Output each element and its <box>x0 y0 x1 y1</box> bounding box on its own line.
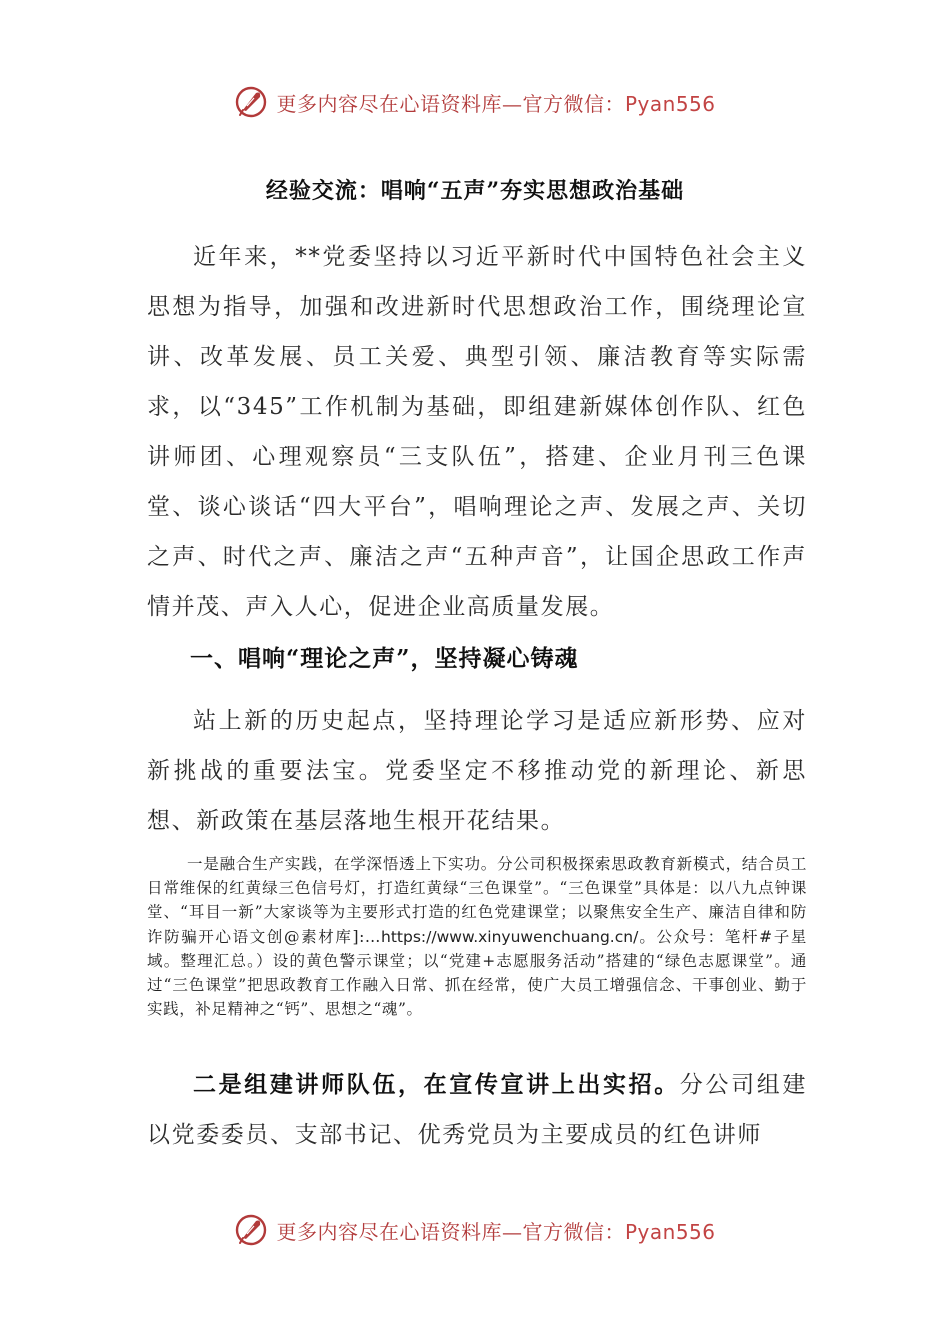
paragraph-4-rest: 分公司组建以党委委员、支部书记、优秀党员为主要成员的红色讲师 <box>147 1072 807 1148</box>
source-url: https://www.xinyuwenchuang.cn/ <box>381 927 639 946</box>
quill-pen-circle-icon <box>234 1213 268 1247</box>
footer-banner <box>0 1208 950 1252</box>
footer-wechat-id: Pyan556 <box>624 1219 716 1244</box>
paragraph-4 <box>147 1060 807 1160</box>
paragraph-4-lead: 二是组建讲师队伍，在宣传宣讲上出实招。 <box>193 1071 680 1098</box>
quill-pen-circle-icon <box>234 85 268 119</box>
section-heading-1: 一、唱响“理论之声”，坚持凝心铸魂 <box>190 645 579 672</box>
small-print-paragraph <box>147 852 807 1021</box>
banner-text <box>276 88 715 117</box>
small-para-part2: 。公众号：笔杆#子星域。整理汇总。）设的黄色警示课堂；以“党建+志愿服务活动”搭建的“绿色志愿课堂”。通过“三色课堂”把思政教育工作融入日常、抓在经常，使广大员工增强信念、干事创业、勤于实践，补足精神之“钙”、思想之“魂”。 <box>147 927 807 1019</box>
document-title: 经验交流：唱响“五声”夯实思想政治基础 <box>265 178 685 204</box>
footer-slogan: 更多内容尽在心语资料库—官方微信： <box>276 1219 625 1244</box>
header-banner <box>0 80 950 124</box>
banner-slogan: 更多内容尽在心语资料库—官方微信： <box>276 91 625 116</box>
banner-wechat-id: Pyan556 <box>624 91 716 116</box>
intro-paragraph: 近年来，**党委坚持以习近平新时代中国特色社会主义思想为指导，加强和改进新时代思想政治工作，围绕理论宣讲、改革发展、员工关爱、典型引领、廉洁教育等实际需求，以“345”工作机制为基础，即组建新媒体创作队、红色讲师团、心理观察员“三支队伍”，搭建、企业月刊三色课堂、谈心谈话“四大平台”，唱响理论之声、发展之声、关切之声、时代之声、廉洁之声“五种声音”，让国企思政工作声情并茂、声入人心，促进企业高质量发展。 <box>147 244 807 620</box>
small-para-part1: 一是融合生产实践，在学深悟透上下实功。分公司积极探索思政教育新模式，结合员工日常维保的红黄绿三色信号灯，打造红黄绿“三色课堂”。“三色课堂”具体是：以八九点钟课堂、“耳目一新”大家谈等为主要形式打造的红色党建课堂；以聚焦安全生产、廉洁自律和防诈防骗开心语文创@素材库]:… <box>147 855 807 946</box>
section1-paragraph: 站上新的历史起点，坚持理论学习是适应新形势、应对新挑战的重要法宝。党委坚定不移推动党的新理论、新思想、新政策在基层落地生根开花结果。 <box>147 708 807 834</box>
footer-banner-text <box>276 1216 715 1245</box>
